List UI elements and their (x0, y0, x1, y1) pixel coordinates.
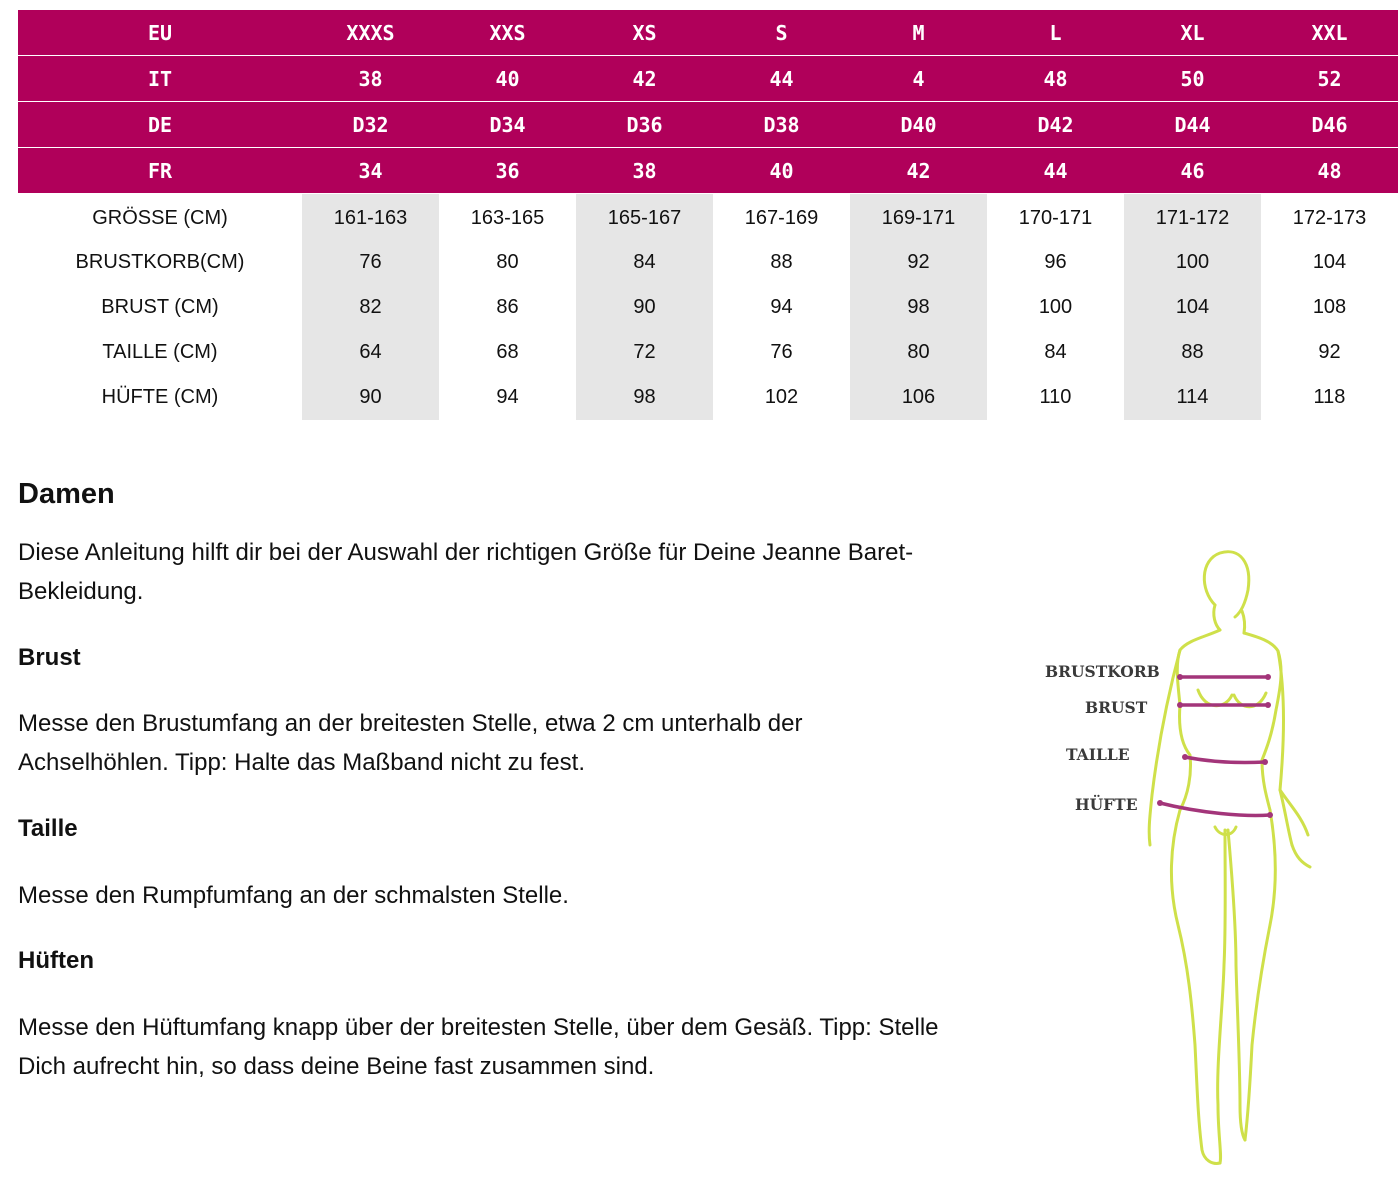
measurement-cell: 110 (1039, 385, 1072, 408)
measurement-cell: 94 (770, 295, 793, 318)
measurement-endpoints (1157, 674, 1273, 818)
measurement-cell: 90 (302, 374, 439, 420)
header-row (18, 148, 1398, 194)
measurement-cell: 108 (1312, 295, 1347, 318)
huefte-measure-line (1160, 803, 1270, 816)
endpoint-dot (1267, 812, 1273, 818)
body-measurement-figure (1040, 545, 1340, 1175)
measurement-cell: 161-163 (302, 194, 439, 241)
size-cell: XXXS (302, 10, 439, 56)
brust-label: BRUST (1085, 698, 1148, 717)
measurement-cell: 106 (850, 374, 987, 420)
measurement-label: HÜFTE (CM) (101, 385, 219, 408)
size-cell: D42 (987, 102, 1124, 148)
size-system-label: EU (18, 10, 302, 56)
measurement-cell: 84 (576, 241, 713, 286)
measurement-cell: 171-172 (1124, 194, 1261, 241)
size-cell: D36 (576, 102, 713, 148)
size-cell: 34 (302, 148, 439, 194)
measurement-label: BRUSTKORB(CM) (75, 251, 245, 274)
size-chart-table (18, 10, 1398, 420)
size-cell: D44 (1124, 102, 1261, 148)
size-cell: XXL (1261, 10, 1398, 56)
taille-heading: Taille (18, 815, 78, 842)
measurement-row (18, 241, 1398, 286)
measurement-cell: 80 (496, 251, 519, 274)
size-cell: M (850, 10, 987, 56)
measurement-cell: 68 (496, 340, 519, 363)
taille-measure-line (1185, 757, 1265, 762)
size-cell: L (987, 10, 1124, 56)
header-row (18, 56, 1398, 102)
size-system-label: FR (18, 148, 302, 194)
measurement-cell: 88 (770, 251, 793, 274)
measurement-row (18, 330, 1398, 375)
measurement-row (18, 374, 1398, 420)
huefte-label: HÜFTE (1075, 795, 1138, 814)
measurement-cell: 169-171 (850, 194, 987, 241)
size-cell: 38 (576, 148, 713, 194)
measurement-cell: 104 (1124, 285, 1261, 330)
size-system-label: IT (18, 56, 302, 102)
size-cell: D34 (439, 102, 576, 148)
measurement-cell: 163-165 (470, 206, 545, 229)
measurement-cell: 92 (1318, 340, 1341, 363)
size-cell: 50 (1124, 56, 1261, 102)
measurement-cell: 90 (576, 285, 713, 330)
size-cell: 4 (850, 56, 987, 102)
endpoint-dot (1182, 754, 1188, 760)
size-cell: 40 (439, 56, 576, 102)
taille-label: TAILLE (1066, 745, 1130, 764)
size-cell: D40 (850, 102, 987, 148)
measurement-cell: 170-171 (1018, 206, 1093, 229)
measurement-cell: 88 (1124, 330, 1261, 375)
size-cell: D38 (713, 102, 850, 148)
measurement-cell: 82 (302, 285, 439, 330)
size-cell: 40 (713, 148, 850, 194)
measurement-label: BRUST (CM) (101, 295, 219, 318)
endpoint-dot (1265, 674, 1271, 680)
size-cell: 46 (1124, 148, 1261, 194)
size-cell: 44 (713, 56, 850, 102)
size-cell: XL (1124, 10, 1261, 56)
size-cell: XS (576, 10, 713, 56)
intro-text: Diese Anleitung hilft dir bei der Auswahl der richtigen Größe für Deine Jeanne Baret-Bekleidung. (18, 539, 914, 605)
size-cell: 48 (1261, 148, 1398, 194)
size-cell: 52 (1261, 56, 1398, 102)
measurement-label: TAILLE (CM) (102, 340, 218, 363)
endpoint-dot (1265, 702, 1271, 708)
measurement-cell: 94 (496, 385, 519, 408)
hueften-heading: Hüften (18, 947, 94, 974)
hueften-text: Messe den Hüftumfang knapp über der breitesten Stelle, über dem Gesäß. Tipp: Stelle Dich aufrecht hin, so dass deine Beine fast zusammen sind. (18, 1014, 939, 1080)
measurement-cell: 84 (1044, 340, 1067, 363)
measurement-cell: 100 (1038, 295, 1073, 318)
brust-heading: Brust (18, 644, 81, 671)
measurement-cell: 98 (850, 285, 987, 330)
size-cell: 44 (987, 148, 1124, 194)
measurement-label: GRÖSSE (CM) (92, 206, 228, 229)
measurement-cell: 80 (850, 330, 987, 375)
measurement-cell: 114 (1124, 374, 1261, 420)
measurement-lines (1160, 677, 1270, 816)
measurement-cell: 72 (576, 330, 713, 375)
measurement-cell: 165-167 (576, 194, 713, 241)
measurement-cell: 76 (302, 241, 439, 286)
size-cell: 48 (987, 56, 1124, 102)
size-cell: 36 (439, 148, 576, 194)
measurement-cell: 64 (302, 330, 439, 375)
size-cell: 42 (850, 148, 987, 194)
measurement-cell: 167-169 (744, 206, 819, 229)
measurement-cell: 102 (764, 385, 799, 408)
brustkorb-label: BRUSTKORB (1045, 662, 1160, 681)
measurement-cell: 96 (1044, 251, 1067, 274)
measurement-cell: 76 (770, 340, 793, 363)
endpoint-dot (1177, 674, 1183, 680)
header-row (18, 10, 1398, 56)
measurement-cell: 92 (850, 241, 987, 286)
measurement-cell: 100 (1124, 241, 1261, 286)
size-cell: D32 (302, 102, 439, 148)
measurement-cell: 104 (1312, 251, 1347, 274)
taille-text: Messe den Rumpfumfang an der schmalsten Stelle. (18, 882, 569, 909)
size-cell: D46 (1261, 102, 1398, 148)
size-cell: 38 (302, 56, 439, 102)
measurement-cell: 86 (496, 295, 519, 318)
size-system-label: DE (18, 102, 302, 148)
endpoint-dot (1262, 759, 1268, 765)
endpoint-dot (1177, 702, 1183, 708)
size-cell: XXS (439, 10, 576, 56)
measurement-cell: 172-173 (1292, 206, 1367, 229)
measurement-row (18, 285, 1398, 330)
body-outline (1149, 552, 1310, 1164)
brust-text: Messe den Brustumfang an der breitesten Stelle, etwa 2 cm unterhalb der Achselhöhlen. Tipp: Halte das Maßband nicht zu fest. (18, 710, 803, 776)
measurement-cell: 98 (576, 374, 713, 420)
size-cell: S (713, 10, 850, 56)
measurement-row (18, 194, 1398, 241)
header-row (18, 102, 1398, 148)
measurement-cell: 118 (1313, 385, 1346, 408)
size-cell: 42 (576, 56, 713, 102)
endpoint-dot (1157, 800, 1163, 806)
section-title: Damen (18, 478, 115, 510)
